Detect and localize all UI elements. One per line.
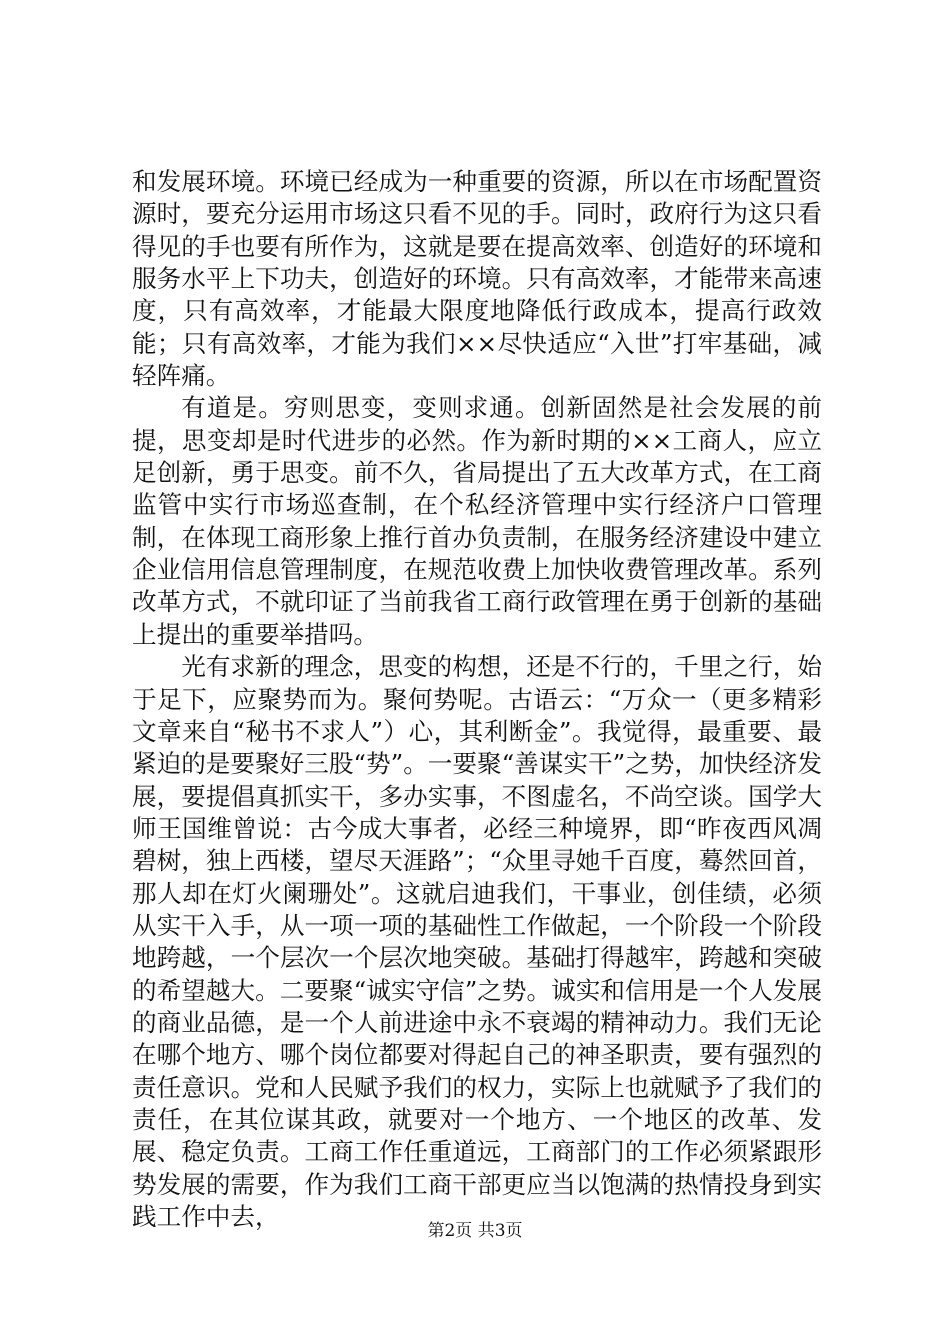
paragraph-2: 有道是。穷则思变，变则求通。创新固然是社会发展的前提，思变却是时代进步的必然。作为新时期的××工商人，应立足创新，勇于思变。前不久，省局提出了五大改革方式，在工商监管中实行市场巡查制，在个私经济管理中实行经济户口管理制，在体现工商形象上推行首办负责制，在服务经济建设中建立企业信用信息管理制度，在规范收费上加快收费管理改革。系列改革方式，不就印证了当前我省工商行政管理在勇于创新的基础上提出的重要举措吗。 (132, 393, 822, 649)
paragraph-3: 光有求新的理念，思变的构想，还是不行的，千里之行，始于足下，应聚势而为。聚何势呢。古语云：“万众一（更多精彩文章来自“秘书不求人”）心，其利断金”。我觉得，最重要、最紧迫的是要聚好三股“势”。一要聚“善谋实干”之势，加快经济发展，要提倡真抓实干，多办实事，不图虚名，不尚空谈。国学大师王国维曾说：古今成大事者，必经三种境界，即“昨夜西风凋碧树，独上西楼，望尽天涯路”；“众里寻她千百度，蓦然回首，那人却在灯火阑珊处”。这就启迪我们，干事业，创佳绩，必须从实干入手，从一项一项的基础性工作做起，一个阶段一个阶段地跨越，一个层次一个层次地突破。基础打得越牢，跨越和突破的希望越大。二要聚“诚实守信”之势。诚实和信用是一个人发展的商业品德，是一个人前进途中永不衰竭的精神动力。我们无论在哪个地方、哪个岗位都要对得起自己的神圣职责，要有强烈的责任意识。党和人民赋予我们的权力，实际上也就赋予了我们的责任，在其位谋其政，就要对一个地方、一个地区的改革、发展、稳定负责。工商工作任重道远，工商部门的工作必须紧跟形势发展的需要，作为我们工商干部更应当以饱满的热情投身到实践工作中去， (132, 652, 822, 1231)
paragraph-1: 和发展环境。环境已经成为一种重要的资源，所以在市场配置资源时，要充分运用市场这只看不见的手。同时，政府行为这只看得见的手也要有所作为，这就是要在提高效率、创造好的环境和服务水平上下功夫，创造好的环境。只有高效率，才能带来高速度，只有高效率，才能最大限度地降低行政成本，提高行政效能；只有高效率，才能为我们××尽快适应“入世”打牢基础，减轻阵痛。 (132, 167, 822, 391)
document-body (132, 166, 822, 1233)
page-number-footer: 第2页 共3页 (427, 1221, 523, 1241)
